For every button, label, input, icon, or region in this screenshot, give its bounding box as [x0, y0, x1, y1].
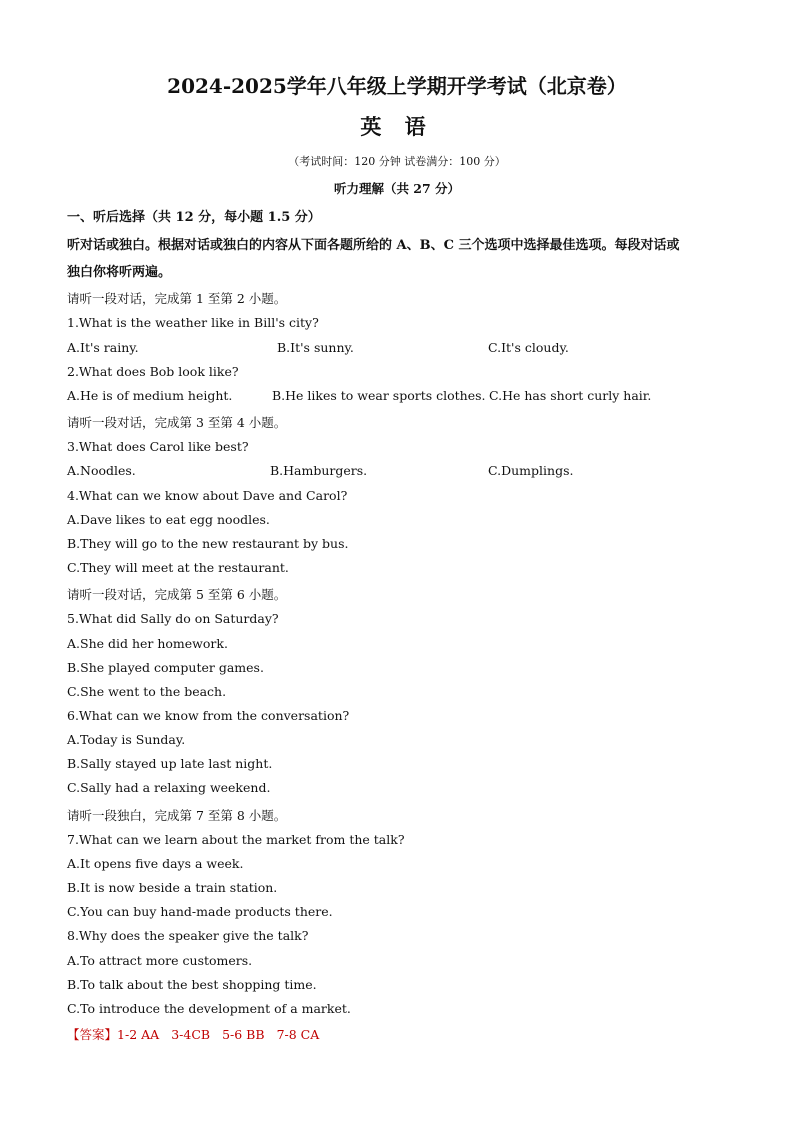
question-7: 7.What can we learn about the market from the talk?: [67, 832, 405, 847]
q6-option-b: B.Sally stayed up late last night.: [67, 756, 273, 771]
group-instruction: 请听一段对话，完成第 1 至第 2 小题。: [67, 291, 287, 306]
q1-option-b: B.It's sunny.: [277, 340, 354, 355]
group-instruction: 请听一段独白，完成第 7 至第 8 小题。: [67, 808, 287, 823]
question-8: 8.Why does the speaker give the talk?: [67, 928, 309, 943]
question-1: 1.What is the weather like in Bill's city?: [67, 315, 319, 330]
q2-option-a: A.He is of medium height.: [67, 388, 233, 403]
section-heading: 一、听后选择（共 12 分，每小题 1.5 分）: [67, 210, 321, 225]
question-2: 2.What does Bob look like?: [67, 364, 239, 379]
group-instruction: 请听一段对话，完成第 5 至第 6 小题。: [67, 587, 287, 602]
q7-option-a: A.It opens five days a week.: [67, 856, 244, 871]
q2-option-b: B.He likes to wear sports clothes.: [272, 388, 486, 403]
q4-option-c: C.They will meet at the restaurant.: [67, 560, 289, 575]
q3-option-b: B.Hamburgers.: [270, 463, 368, 478]
q2-option-c: C.He has short curly hair.: [489, 388, 652, 403]
answer-label: 【答案】: [67, 1027, 118, 1042]
q1-option-c: C.It's cloudy.: [488, 340, 569, 355]
exam-info: （考试时间：120 分钟 试卷满分：100 分）: [288, 155, 506, 168]
question-5: 5.What did Sally do on Saturday?: [67, 611, 279, 626]
q4-option-a: A.Dave likes to eat egg noodles.: [67, 512, 270, 527]
q3-option-a: A.Noodles.: [67, 463, 136, 478]
section-instruction-line-1: 听对话或独白。根据对话或独白的内容从下面各题所给的 A、B、C 三个选项中选择最佳选项。每段对话或: [67, 238, 680, 253]
answer-item: 1-2 AA: [117, 1027, 160, 1042]
q6-option-c: C.Sally had a relaxing weekend.: [67, 780, 271, 795]
q8-option-c: C.To introduce the development of a market.: [67, 1001, 351, 1016]
q5-option-a: A.She did her homework.: [67, 636, 228, 651]
q6-option-a: A.Today is Sunday.: [67, 732, 186, 747]
q1-option-a: A.It's rainy.: [67, 340, 139, 355]
q8-option-a: A.To attract more customers.: [67, 953, 253, 968]
part-title: 听力理解（共 27 分）: [333, 181, 461, 196]
q7-option-b: B.It is now beside a train station.: [67, 880, 278, 895]
section-instruction-line-2: 独白你将听两遍。: [67, 265, 172, 280]
question-4: 4.What can we know about Dave and Carol?: [67, 488, 348, 503]
answer-item: 7-8 CA: [276, 1027, 320, 1042]
question-6: 6.What can we know from the conversation?: [67, 708, 350, 723]
answer-item: 5-6 BB: [222, 1027, 265, 1042]
q8-option-b: B.To talk about the best shopping time.: [67, 977, 317, 992]
subject-title: 英 语: [360, 114, 434, 139]
group-instruction: 请听一段对话，完成第 3 至第 4 小题。: [67, 415, 287, 430]
q3-option-c: C.Dumplings.: [488, 463, 574, 478]
answer-key: [67, 1025, 319, 1043]
q5-option-b: B.She played computer games.: [67, 660, 264, 675]
answer-item: 3-4CB: [171, 1027, 211, 1042]
q5-option-c: C.She went to the beach.: [67, 684, 227, 699]
q7-option-c: C.You can buy hand-made products there.: [67, 904, 333, 919]
exam-title: 2024-2025学年八年级上学期开学考试（北京卷）: [167, 74, 627, 98]
q4-option-b: B.They will go to the new restaurant by bus.: [67, 536, 349, 551]
question-3: 3.What does Carol like best?: [67, 439, 249, 454]
